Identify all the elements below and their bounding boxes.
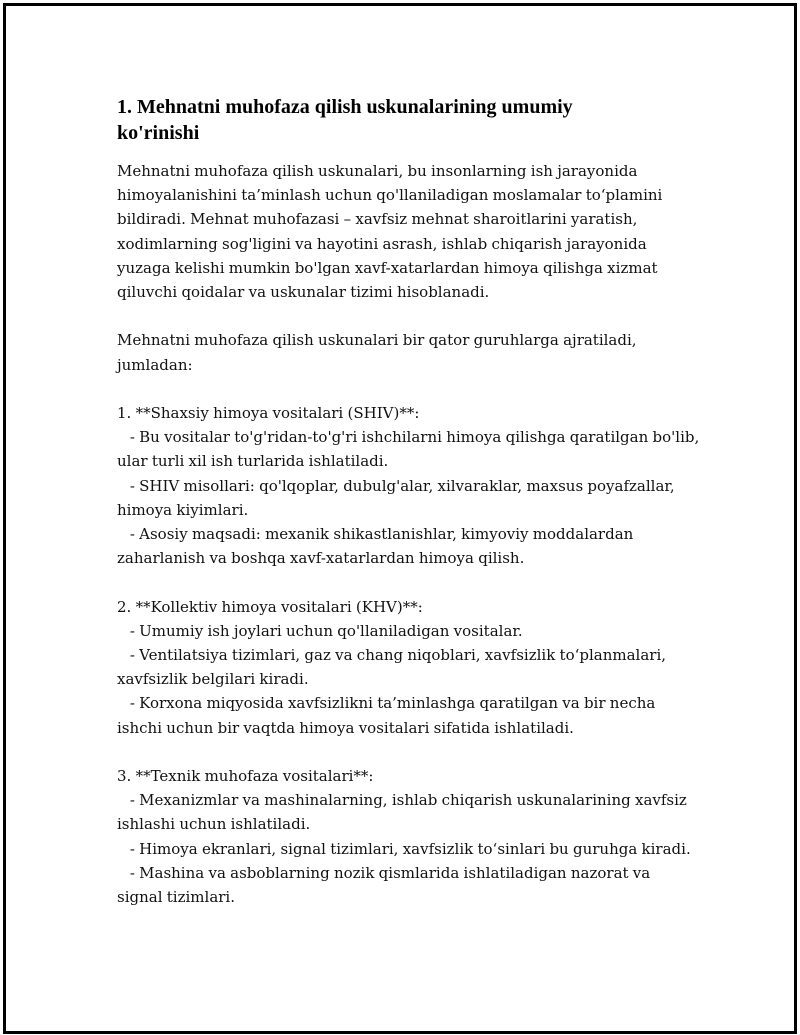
text-line: - Mexanizmlar va mashinalarning, ishlab chiqarish uskunalarining xavfsiz <box>117 791 687 810</box>
text-line: Mehnatni muhofaza qilish uskunalari, bu insonlarning ish jarayonida <box>117 162 638 180</box>
text-line: ishchi uchun bir vaqtda himoya vositalari sifatida ishlatiladi. <box>117 718 574 737</box>
text-line: - Himoya ekranlari, signal tizimlari, xavfsizlik to‘sinlari bu guruhga kiradi. <box>117 839 691 858</box>
paragraph-gap <box>117 377 717 401</box>
text-line: yuzaga kelishi mumkin bo'lgan xavf-xatarlardan himoya qilishga xizmat <box>117 258 658 277</box>
section-heading: 1. **Shaxsiy himoya vositalari (SHIV)**: <box>117 404 420 422</box>
groups-intro-paragraph <box>117 328 717 376</box>
paragraph-gap <box>117 570 717 594</box>
intro-paragraph <box>117 159 717 304</box>
text-line: xavfsizlik belgilari kiradi. <box>117 670 309 689</box>
text-line: - Ventilatsiya tizimlari, gaz va chang niqoblari, xavfsizlik to‘planmalari, <box>117 646 667 665</box>
text-line: zaharlanish va boshqa xavf-xatarlardan himoya qilish. <box>117 549 525 568</box>
text-line: signal tizimlari. <box>117 888 235 907</box>
text-line: bildiradi. Mehnat muhofazasi – xavfsiz mehnat sharoitlarini yaratish, <box>117 210 638 229</box>
text-line: ishlashi uchun ishlatiladi. <box>117 815 311 834</box>
section-personal-protection <box>117 401 717 570</box>
text-line: - SHIV misollari: qo'lqoplar, dubulg'alar, xilvaraklar, maxsus poyafzallar, <box>117 476 675 495</box>
text-line: - Korxona miqyosida xavfsizlikni ta’minlashga qaratilgan va bir necha <box>117 694 656 713</box>
title-line: ko'rinishi <box>117 122 200 144</box>
document-title <box>117 94 717 146</box>
text-line: - Bu vositalar to'g'ridan-to'g'ri ishchilarni himoya qilishga qaratilgan bo'lib, <box>117 428 700 447</box>
text-line: himoyalanishini ta’minlash uchun qo'llaniladigan moslamalar to‘plamini <box>117 186 663 205</box>
text-line: - Umumiy ish joylari uchun qo'llaniladigan vositalar. <box>117 621 523 640</box>
section-heading: 3. **Texnik muhofaza vositalari**: <box>117 767 374 786</box>
text-line: jumladan: <box>117 355 193 374</box>
paragraph-gap <box>117 304 717 328</box>
document-body <box>117 94 717 909</box>
text-line: ular turli xil ish turlarida ishlatiladi. <box>117 452 389 471</box>
paragraph-gap <box>117 740 717 764</box>
text-line: himoya kiyimlari. <box>117 500 249 519</box>
title-line: 1. Mehnatni muhofaza qilish uskunalarining umumiy <box>117 96 573 118</box>
section-collective-protection <box>117 595 717 740</box>
section-heading: 2. **Kollektiv himoya vositalari (KHV)**: <box>117 597 423 616</box>
text-line: - Mashina va asboblarning nozik qismlarida ishlatiladigan nazorat va <box>117 863 651 882</box>
text-line: Mehnatni muhofaza qilish uskunalari bir qator guruhlarga ajratiladi, <box>117 331 637 350</box>
text-line: - Asosiy maqsadi: mexanik shikastlanishlar, kimyoviy moddalardan <box>117 525 634 544</box>
text-line: qiluvchi qoidalar va uskunalar tizimi hisoblanadi. <box>117 283 490 302</box>
section-technical-protection <box>117 764 717 909</box>
text-line: xodimlarning sog'ligini va hayotini asrash, ishlab chiqarish jarayonida <box>117 234 647 253</box>
